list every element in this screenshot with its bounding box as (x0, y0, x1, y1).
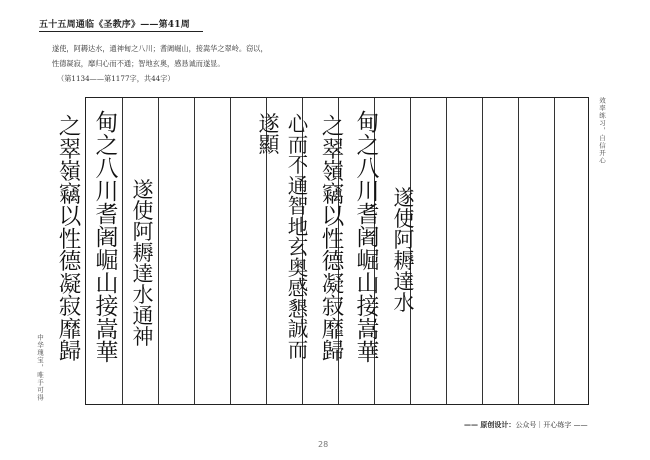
calligraphy-char: 阿 (393, 228, 415, 252)
calligraphy-char: 遂 (132, 178, 154, 202)
calligraphy-char: 耆 (356, 202, 380, 228)
calligraphy-char: 接 (95, 294, 119, 320)
calligraphy-column (284, 114, 312, 360)
calligraphy-char: 歸 (321, 339, 345, 365)
calligraphy-char: 水 (132, 283, 154, 307)
calligraphy-char: 寂 (58, 294, 82, 320)
calligraphy-char: 嶺 (321, 159, 345, 185)
calligraphy-char: 接 (356, 294, 380, 320)
calligraphy-char: 而 (287, 337, 309, 362)
calligraphy-char: 感 (287, 276, 309, 300)
calligraphy-char: 崛 (95, 248, 119, 274)
calligraphy-char: 耨 (393, 249, 415, 273)
calligraphy-char: 而 (287, 132, 309, 157)
calligraphy-char: 以 (321, 204, 345, 230)
calligraphy-char: 川 (95, 179, 119, 205)
calligraphy-char: 通 (287, 173, 309, 198)
calligraphy-char: 竊 (321, 181, 345, 208)
calligraphy-char: 八 (95, 156, 119, 182)
calligraphy-char: 嵩 (356, 317, 380, 343)
calligraphy-char: 八 (356, 156, 380, 182)
calligraphy-char: 德 (321, 249, 345, 275)
page-title: 五十五周通临《圣教序》——第41周 (39, 20, 190, 30)
side-slogan-left: 中华瑰宝，唯手可得 (36, 334, 44, 402)
calligraphy-char: 地 (287, 214, 309, 239)
calligraphy-column (255, 114, 283, 156)
calligraphy-char: 寂 (321, 294, 345, 320)
calligraphy-char: 川 (356, 179, 380, 205)
calligraphy-char: 阇 (356, 225, 380, 251)
calligraphy-char: 翠 (321, 136, 345, 163)
calligraphy-char: 耆 (95, 202, 119, 228)
calligraphy-char: 華 (95, 340, 119, 366)
page-number: 28 (318, 440, 329, 449)
calligraphy-char: 嵩 (95, 317, 119, 343)
calligraphy-char: 山 (356, 271, 380, 297)
source-line-3: （第1134——第1177字，共44字） (57, 74, 175, 83)
calligraphy-char: 使 (132, 199, 154, 223)
calligraphy-char: 德 (58, 249, 82, 275)
calligraphy-char: 阇 (95, 225, 119, 251)
calligraphy-char: 山 (95, 271, 119, 297)
calligraphy-char: 嶺 (58, 159, 82, 185)
calligraphy-char: 顯 (258, 133, 280, 157)
calligraphy-char: 崛 (356, 248, 380, 274)
calligraphy-char: 遂 (258, 112, 280, 136)
calligraphy-char: 使 (393, 207, 415, 231)
calligraphy-char: 性 (321, 226, 345, 253)
calligraphy-column (390, 188, 418, 314)
footer-credit (464, 420, 588, 430)
footer-label: —— 原创设计： (464, 421, 516, 429)
calligraphy-char: 凝 (321, 271, 345, 298)
calligraphy-char: 達 (393, 270, 415, 294)
calligraphy-char: 歸 (58, 339, 82, 365)
calligraphy-char: 竊 (58, 181, 82, 208)
calligraphy-char: 華 (356, 340, 380, 366)
calligraphy-char: 之 (95, 133, 119, 159)
source-line-2: 性德凝寂，靡归心而不通；智地玄奥，感恳诚而遂显。 (52, 59, 225, 68)
calligraphy-char: 靡 (321, 316, 345, 343)
calligraphy-char: 通 (132, 304, 154, 328)
calligraphy-char: 誠 (287, 317, 309, 341)
side-slogan-right: 效率练习，自信开心 (598, 97, 606, 165)
calligraphy-char: 智 (287, 194, 309, 218)
calligraphy-char: 以 (58, 204, 82, 230)
calligraphy-column (56, 116, 84, 364)
calligraphy-char: 奥 (287, 255, 309, 280)
calligraphy-char: 遂 (393, 186, 415, 210)
calligraphy-char: 神 (132, 325, 154, 349)
calligraphy-column (93, 112, 121, 365)
calligraphy-char: 水 (393, 291, 415, 315)
calligraphy-column (354, 112, 382, 365)
calligraphy-char: 翠 (58, 136, 82, 163)
calligraphy-char: 阿 (132, 220, 154, 244)
calligraphy-column (319, 116, 347, 364)
calligraphy-char: 甸 (95, 110, 119, 136)
calligraphy-char: 性 (58, 226, 82, 253)
calligraphy-char: 之 (356, 133, 380, 159)
footer-source: 公众号｜开心练字 —— (515, 421, 588, 429)
calligraphy-char: 靡 (58, 316, 82, 343)
calligraphy-char: 玄 (287, 235, 309, 259)
calligraphy-char: 懇 (287, 296, 309, 321)
title-underline (39, 31, 203, 32)
source-line-1: 遂使，阿耨达水，通神甸之八川；耆阇崛山，接嵩华之翠岭。窃以， (52, 44, 268, 53)
calligraphy-char: 之 (321, 114, 345, 140)
calligraphy-char: 耨 (132, 241, 154, 265)
calligraphy-column (129, 180, 157, 348)
calligraphy-char: 不 (287, 153, 309, 177)
calligraphy-char: 心 (287, 112, 309, 136)
calligraphy-char: 之 (58, 114, 82, 140)
calligraphy-char: 甸 (356, 110, 380, 136)
calligraphy-char: 達 (132, 262, 154, 286)
calligraphy-char: 凝 (58, 271, 82, 298)
